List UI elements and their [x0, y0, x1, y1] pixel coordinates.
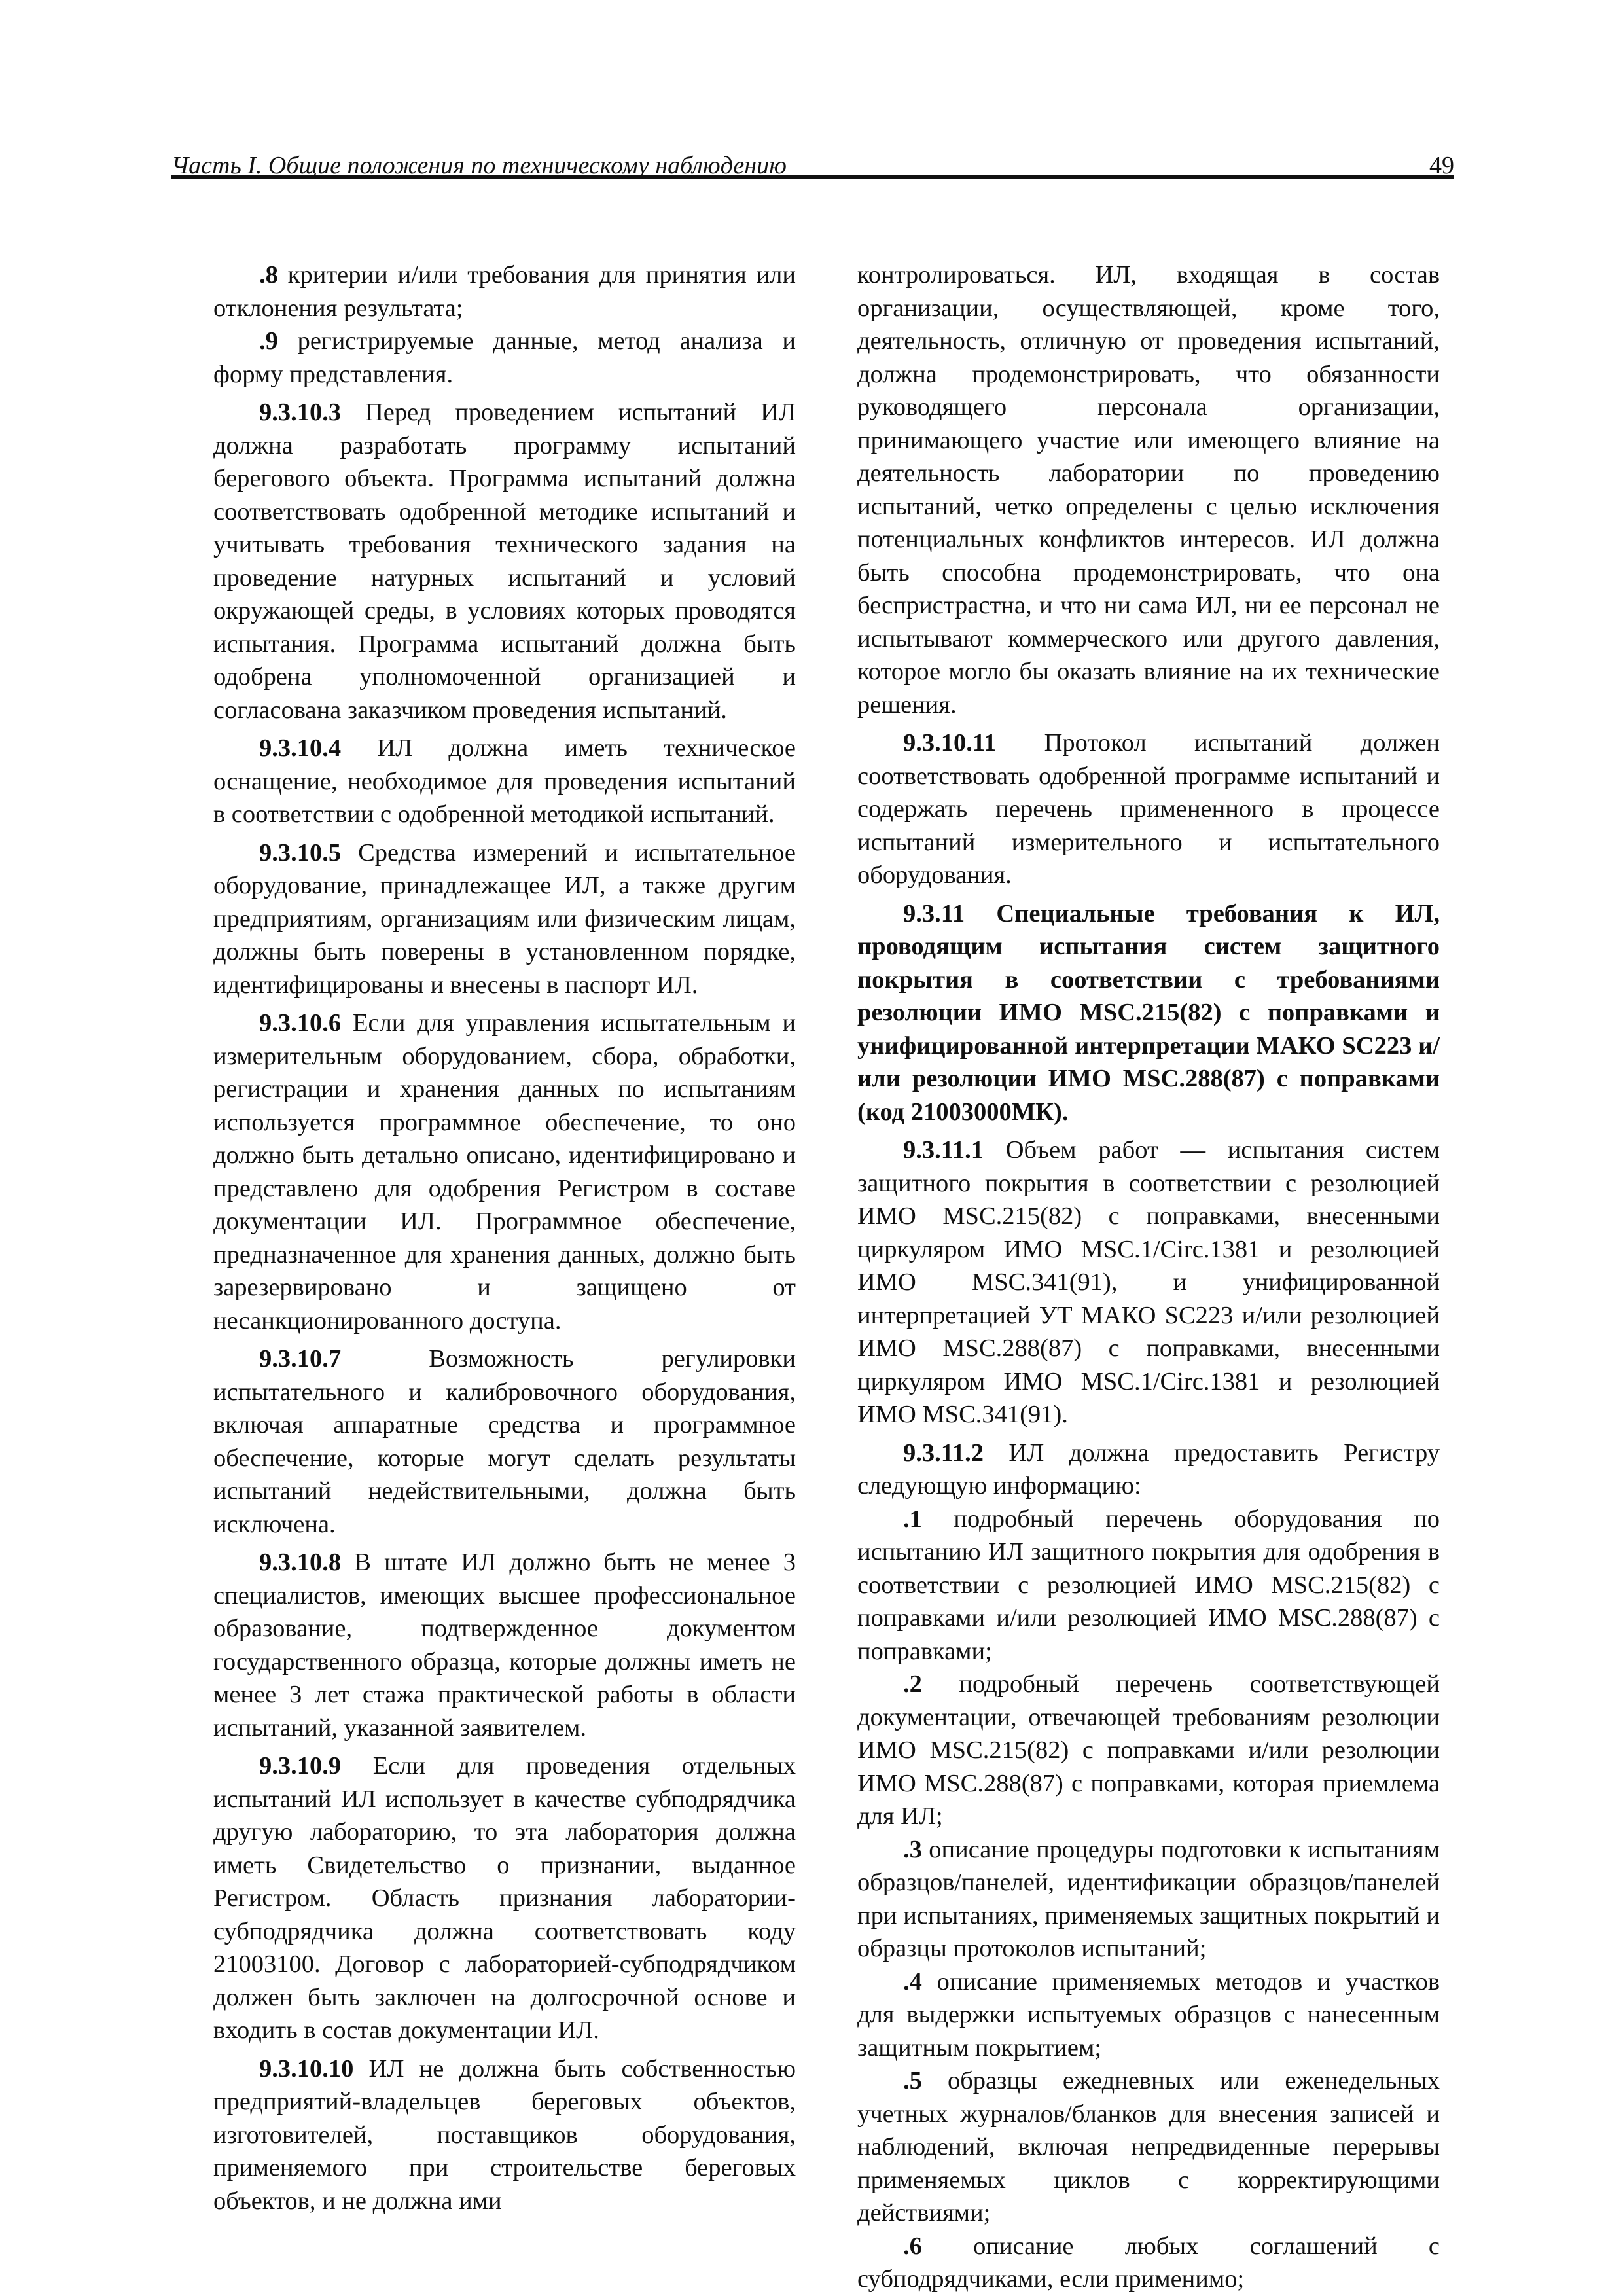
right-column	[857, 259, 1440, 2296]
paragraph	[857, 897, 1440, 1129]
clause-number: 9.3.11.1	[903, 1136, 984, 1164]
paragraph	[857, 1437, 1440, 1503]
clause-number: 9.3.10.11	[903, 729, 997, 757]
clause-number: .4	[903, 1967, 922, 1996]
paragraph	[857, 1833, 1440, 1965]
paragraph-text: Перед проведением испытаний ИЛ должна разработать программу испытаний берегового объекта. Программа испытаний должна соответствовать одобренной методике испытаний и учитывать требования технического задания на проведение натурных испытаний и условий окружающей среды, в условиях которых проводятся испытания. Программа испытаний должна быть одобрена уполномоченной организацией и согласована заказчиком проведения испытаний.	[213, 399, 796, 724]
running-header	[171, 147, 1454, 185]
paragraph-text: регистрируемые данные, метод анализа и форму представления.	[213, 327, 796, 388]
paragraph	[213, 259, 796, 325]
paragraph-text: Объем работ — испытания систем защитного покрытия в соответствии с резолюцией ИМО MSC.215(82) с поправками, внесенными циркуляром ИМО MSC.1/Circ.1381 и резолюцией ИМО MSC.341(91), и унифицированной интерпретацией УТ МАКО SC223 и/или резолюцией ИМО MSC.288(87) с поправками, внесенными циркуляром ИМО MSC.1/Circ.1381 и резолюцией ИМО MSC.341(91).	[857, 1136, 1440, 1428]
paragraph	[857, 1965, 1440, 2065]
clause-number: 9.3.10.5	[259, 838, 342, 867]
paragraph	[213, 1007, 796, 1337]
paragraph	[857, 1134, 1440, 1431]
page-number: 49	[1429, 152, 1454, 179]
paragraph-text: ИЛ не должна быть собственностью предприятий-владельцев береговых объектов, изготовителей, поставщиков оборудования, применяемого при строительстве береговых объектов, и не должна ими	[213, 2054, 796, 2215]
paragraph	[857, 259, 1440, 721]
paragraph-text: Специальные требования к ИЛ, проводящим испытания систем защитного покрытия в соответствии с требованиями резолюции ИМО MSC.215(82) с поправками и унифицированной интерпретации МАКО SC223 и/или резолюции ИМО MSC.288(87) с поправками (код 21003000МК).	[857, 899, 1440, 1126]
paragraph	[213, 325, 796, 391]
paragraph-text: критерии и/или требования для принятия или отклонения результата;	[213, 261, 796, 322]
paragraph	[857, 2230, 1440, 2296]
clause-number: 9.3.10.8	[259, 1549, 342, 1576]
clause-number: 9.3.10.4	[259, 734, 342, 762]
paragraph	[213, 1749, 796, 2047]
clause-number: .9	[259, 327, 278, 355]
paragraph-text: Протокол испытаний должен соответствовать одобренной программе испытаний и содержать перечень примененного в процессе испытаний измерительного и испытательного оборудования.	[857, 729, 1440, 889]
clause-number: .5	[903, 2067, 922, 2094]
paragraph-text: ИЛ должна иметь техническое оснащение, необходимое для проведения испытаний в соответствии с одобренной методикой испытаний.	[213, 734, 796, 828]
paragraph-text: описание применяемых методов и участков для выдержки испытуемых образцов с нанесенным защитным покрытием;	[857, 1967, 1440, 2062]
paragraph-text: Средства измерений и испытательное оборудование, принадлежащее ИЛ, а также другим предприятиям, организациям или физическим лицам, должны быть поверены в установленном порядке, идентифицированы и внесены в паспорт ИЛ.	[213, 838, 796, 999]
paragraph-text: описание любых соглашений с субподрядчиками, если применимо;	[857, 2232, 1440, 2293]
paragraph-text: Возможность регулировки испытательного и калибровочного оборудования, включая аппаратные средства и программное обеспечение, которые могут сделать результаты испытаний недействительными, должна быть исключена.	[213, 1345, 796, 1538]
paragraph-text: подробный перечень соответствующей документации, отвечающей требованиям резолюции ИМО MSC.215(82) с поправками и/или резолюции ИМО MSC.288(87) с поправками, которая приемлема для ИЛ;	[857, 1670, 1440, 1830]
clause-number: 9.3.10.6	[259, 1009, 342, 1037]
clause-number: .8	[259, 261, 278, 289]
clause-number: .6	[903, 2232, 922, 2260]
paragraph	[213, 396, 796, 726]
header-rule	[171, 175, 1454, 179]
paragraph-text: Если для проведения отдельных испытаний ИЛ использует в качестве субподрядчика другую лабораторию, то эта лаборатория должна иметь Свидетельство о признании, выданное Регистром. Область признания лаборатории-субподрядчика должна соответствовать коду 21003100. Договор с лабораторией-субподрядчиком должен быть заключен на долгосрочной основе и входить в состав документации ИЛ.	[213, 1752, 796, 2044]
clause-number: 9.3.11.2	[903, 1439, 984, 1467]
clause-number: .3	[903, 1835, 922, 1863]
clause-number: 9.3.10.9	[259, 1752, 342, 1780]
paragraph-text: образцы ежедневных или еженедельных учетных журналов/бланков для внесения записей и наблюдений, включая непредвиденные перерывы применяемых циклов с корректирующими действиями;	[857, 2067, 1440, 2227]
paragraph	[213, 1546, 796, 1744]
clause-number: 9.3.11	[903, 899, 965, 927]
paragraph	[857, 1503, 1440, 1668]
clause-number: .1	[903, 1505, 922, 1533]
paragraph	[213, 732, 796, 831]
clause-number: .2	[903, 1670, 922, 1698]
paragraph	[857, 1668, 1440, 1833]
paragraph-text: подробный перечень оборудования по испытанию ИЛ защитного покрытия для одобрения в соответствии с резолюцией ИМО MSC.215(82) с поправками и/или резолюцией ИМО MSC.288(87) с поправками;	[857, 1505, 1440, 1665]
paragraph	[213, 1342, 796, 1541]
clause-number: 9.3.10.3	[259, 399, 342, 426]
paragraph	[213, 2053, 796, 2218]
paragraph-text: В штате ИЛ должно быть не менее 3 специалистов, имеющих высшее профессиональное образование, подтвержденное документом государственного образца, которые должны иметь не менее 3 лет стажа практической работы в области испытаний, указанной заявителем.	[213, 1549, 796, 1742]
clause-number: 9.3.10.7	[259, 1345, 342, 1372]
paragraph-text: Если для управления испытательным и измерительным оборудованием, сбора, обработки, регистрации и хранения данных по испытаниям используется программное обеспечение, то оно должно быть детально описано, идентифицировано и представлено для одобрения Регистром в составе документации ИЛ. Программное обеспечение, предназначенное для хранения данных, должно быть зарезервировано и защищено от несанкционированного доступа.	[213, 1009, 796, 1335]
clause-number: 9.3.10.10	[259, 2054, 354, 2083]
paragraph-text: описание процедуры подготовки к испытаниям образцов/панелей, идентификации образцов/панелей при испытаниях, применяемых защитных покрытий и образцы протоколов испытаний;	[857, 1835, 1440, 1962]
left-column	[213, 259, 796, 2217]
paragraph-text: контролироваться. ИЛ, входящая в состав организации, осуществляющей, кроме того, деятельность, отличную от проведения испытаний, должна продемонстрировать, что обязанности руководящего персонала организации, принимающего участие или имеющего влияние на деятельность лаборатории по проведению испытаний, четко определены с целью исключения потенциальных конфликтов интересов. ИЛ должна быть способна продемонстрировать, что она беспристрастна, и что ни сама ИЛ, ни ее персонал не испытывают коммерческого или другого давления, которое могло бы оказать влияние на их технические решения.	[857, 261, 1440, 719]
running-title: Часть I. Общие положения по техническому наблюдению	[171, 152, 787, 179]
paragraph	[213, 836, 796, 1002]
paragraph-text: ИЛ должна предоставить Регистру следующую информацию:	[857, 1439, 1440, 1499]
paragraph	[857, 726, 1440, 892]
paragraph	[857, 2064, 1440, 2230]
